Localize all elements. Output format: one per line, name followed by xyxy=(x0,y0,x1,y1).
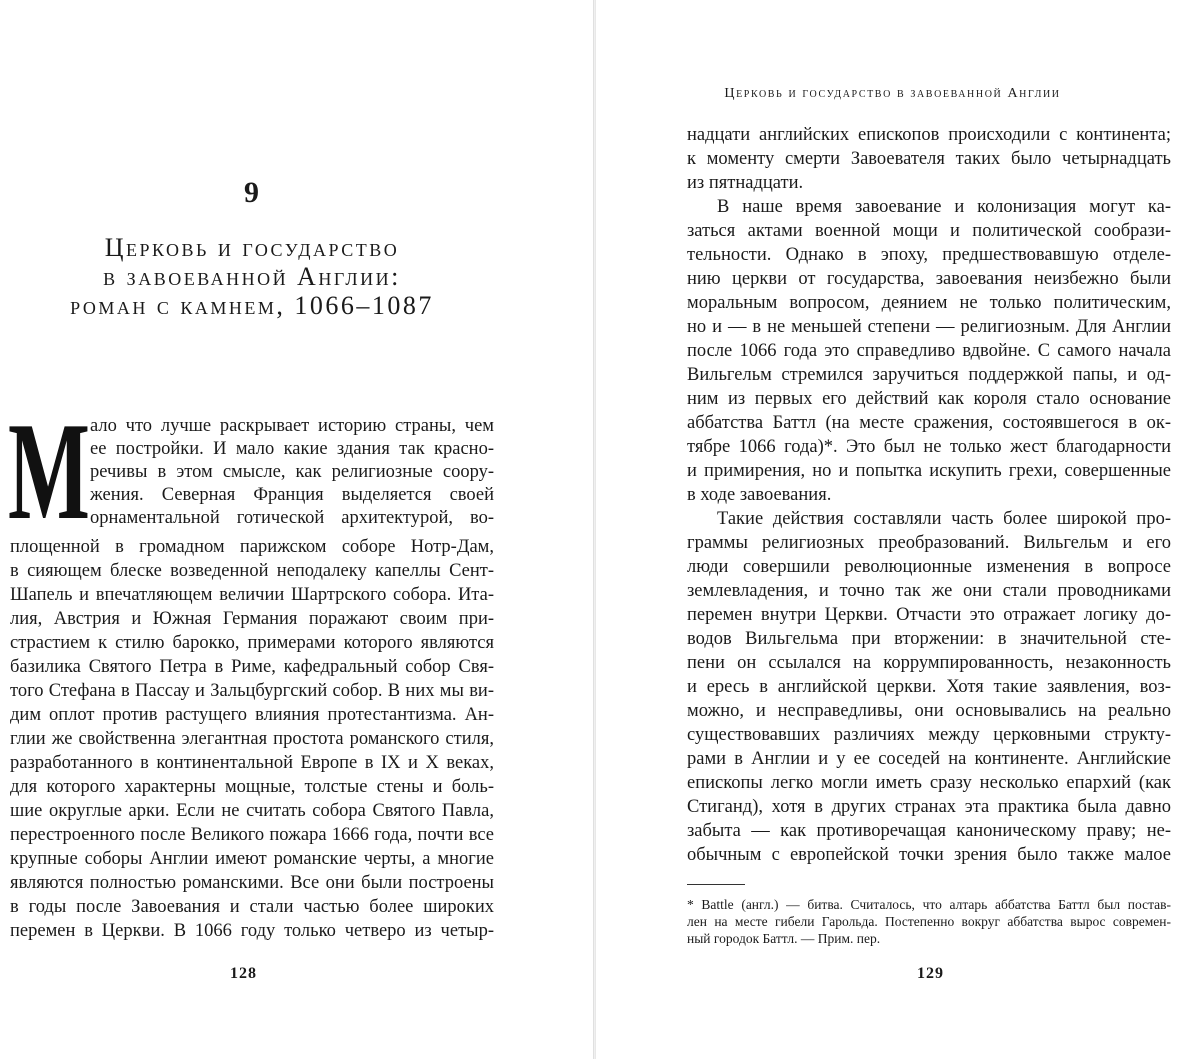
text-line: Такие действия составляли часть более широкой про- xyxy=(717,509,1171,529)
gutter xyxy=(593,0,596,1059)
text-line: в сияющем блеске возведенной неподалеку капеллы Сент- xyxy=(10,561,494,581)
footnote-line: ный городок Баттл. — Прим. пер. xyxy=(687,931,881,946)
text-line: перемен в Церкви. В 1066 году только четверо из четыр- xyxy=(10,921,494,941)
chapter-title xyxy=(0,233,504,320)
text-line: моральным вопросом, деянием не только политическим, xyxy=(687,293,1171,313)
text-line: дим оплот против растущего влияния протестантизма. Ан- xyxy=(10,705,494,725)
footnote-line: * Battle (англ.) — битва. Считалось, что алтарь аббатства Баттл был постав- xyxy=(687,897,1171,912)
text-line: в годы после Завоевания и стали частью более широких xyxy=(10,897,494,917)
text-line: Вильгельм стремился заручиться поддержкой папы, и од- xyxy=(687,365,1171,385)
text-line: забыта — как противоречащая каноническому праву; не- xyxy=(687,821,1171,841)
text-line: того Стефана в Пассау и Зальцбургский собор. В них мы ви- xyxy=(10,681,494,701)
text-line: тельности. Однако в эпоху, предшествовавшую отделе- xyxy=(687,245,1171,265)
text-line: перемен внутри Церкви. Отчасти это отражает логику до- xyxy=(687,605,1171,625)
text-line: можно, и несправедливы, они основывались на реально xyxy=(687,701,1171,721)
right-page xyxy=(597,0,1188,1059)
text-line: жения. Северная Франция выделяется своей xyxy=(90,485,494,505)
text-line: аббатства Баттл (на месте сражения, состоявшегося в ок- xyxy=(687,413,1171,433)
text-line: граммы религиозных преобразований. Вильгельм и его xyxy=(687,533,1171,553)
text-line: ало что лучше раскрывает историю страны, чем xyxy=(90,416,494,436)
text-line: из пятнадцати. xyxy=(687,173,804,193)
running-head: Церковь и государство в завоеванной Англии xyxy=(724,86,1061,101)
text-line: но и — в не меньшей степени — религиозным. Для Англии xyxy=(687,317,1171,337)
text-line: к моменту смерти Завоевателя таких было четырнадцать xyxy=(687,149,1171,169)
text-line: перестроенного после Великого пожара 1666 года, почти все xyxy=(10,825,494,845)
text-line: и примирения, но и попытка искупить грехи, совершенные xyxy=(687,461,1171,481)
chapter-title-line: Церковь и государство xyxy=(104,233,400,262)
text-line: надцати английских епископов происходили с континента; xyxy=(687,125,1171,145)
text-line: нию церкви от государства, завоевания неизбежно были xyxy=(687,269,1171,289)
text-line: и ересь в английской церкви. Хотя такие заявления, воз- xyxy=(687,677,1171,697)
text-line: В наше время завоевание и колонизация могут ка- xyxy=(717,197,1171,217)
text-line: ее постройки. И мало какие здания так красно- xyxy=(90,439,494,459)
text-line: в ходе завоевания. xyxy=(687,485,832,505)
text-line: епископы легко могли иметь сразу несколько епархий (как xyxy=(687,773,1171,793)
page-number: 129 xyxy=(917,965,944,982)
text-line: рами в Англии и у ее соседей на континенте. Английские xyxy=(687,749,1171,769)
text-line: страстием к стилю барокко, примерами которого являются xyxy=(10,633,494,653)
text-line: пени он ссылался на коррумпированность, незаконность xyxy=(687,653,1171,673)
text-line: являются полностью романскими. Все они были построены xyxy=(10,873,494,893)
footnote-rule xyxy=(687,884,745,885)
text-line: для которого характерны мощные, толстые стены и боль- xyxy=(10,777,494,797)
text-line: после 1066 года это справедливо вдвойне. С самого начала xyxy=(687,341,1171,361)
text-line: землевладения, и точно так же они стали проводниками xyxy=(687,581,1171,601)
text-line: ним из первых его действий как короля стало основание xyxy=(687,389,1171,409)
text-line: водов Вильгельма при вторжении: в значительной сте- xyxy=(687,629,1171,649)
text-line: шие округлые арки. Если не считать собора Святого Павла, xyxy=(10,801,494,821)
text-line: люди совершили революционные изменения в вопросе xyxy=(687,557,1171,577)
chapter-title-line: в завоеванной Англии: xyxy=(103,262,401,291)
text-line: разработанного в континентальной Европе в IX и X веках, xyxy=(10,753,494,773)
text-line: лия, Австрия и Южная Германия поражают своим при- xyxy=(10,609,494,629)
text-line: обычным с европейской точки зрения было также малое xyxy=(687,845,1171,865)
text-line: базилика Святого Петра в Риме, кафедральный собор Свя- xyxy=(10,657,494,677)
chapter-number: 9 xyxy=(244,176,260,209)
chapter-title-line: роман с камнем, 1066–1087 xyxy=(70,291,434,320)
page-number: 128 xyxy=(230,965,257,982)
text-line: крупные соборы Англии имеют романские черты, а многие xyxy=(10,849,494,869)
text-line: тябре 1066 года)*. Это был не только жест благодарности xyxy=(687,437,1171,457)
text-line: орнаментальной готической архитектурой, во- xyxy=(90,508,494,528)
text-line: глии же свойственна элегантная простота романского стиля, xyxy=(10,729,494,749)
text-line: Стиганд), хотя в других странах эта практика была давно xyxy=(687,797,1171,817)
text-line: заться актами военной мощи и политической сообрази- xyxy=(687,221,1171,241)
text-line: Шапель и впечатляющем величии Шартрского собора. Ита- xyxy=(10,585,494,605)
text-line: площенной в громадном парижском соборе Нотр-Дам, xyxy=(10,537,494,557)
footnote-line: лен на месте гибели Гарольда. Постепенно вокруг аббатства вырос современ- xyxy=(687,914,1171,929)
drop-cap: М xyxy=(8,394,90,549)
text-line: речивы в этом смысле, как религиозные соору- xyxy=(90,462,494,482)
text-line: существовавших различиях между церковными структу- xyxy=(687,725,1171,745)
